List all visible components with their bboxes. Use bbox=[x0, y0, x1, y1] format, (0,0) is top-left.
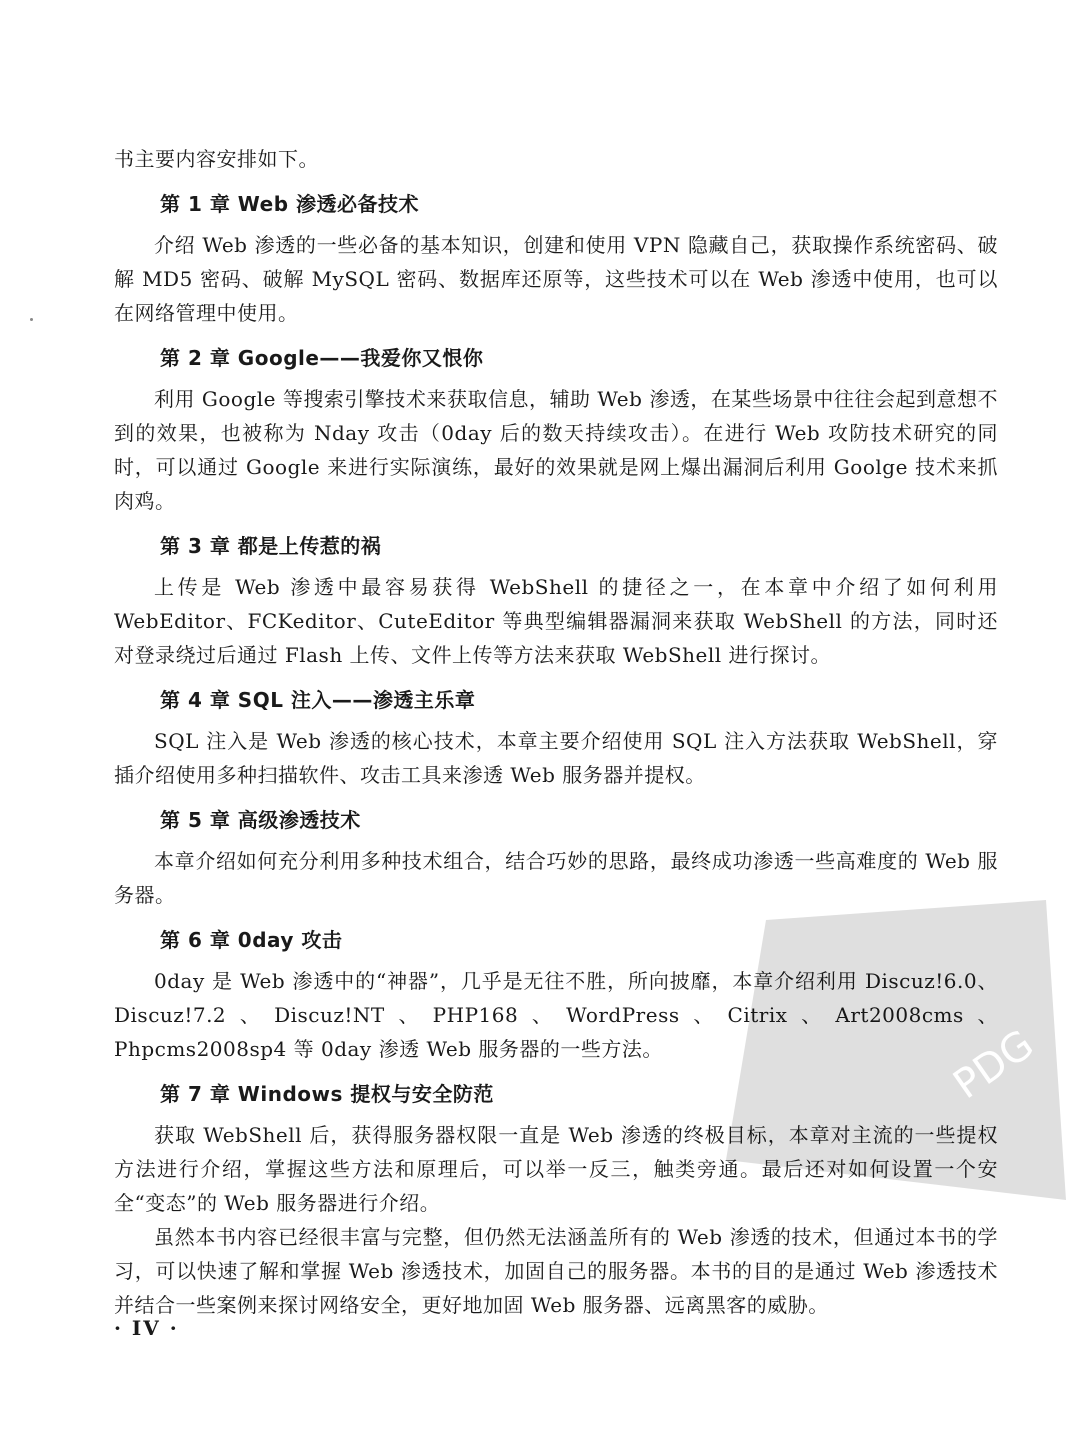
chapter-paragraph: 0day 是 Web 渗透中的“神器”，几乎是无往不胜，所向披靡，本章介绍利用 Discuz!6.0、Discuz!7.2、Discuz!NT、PHP168、WordPress、Citrix、Art2008cms、Phpcms2008sp4 等 0day 渗透 Web 服务器的一些方法。 bbox=[114, 969, 998, 1061]
chapter-paragraph: 介绍 Web 渗透的一些必备的基本知识，创建和使用 VPN 隐藏自己，获取操作系统密码、破解 MD5 密码、破解 MySQL 密码、数据库还原等，这些技术可以在 Web 渗透中使用，也可以在网络管理中使用。 bbox=[114, 233, 998, 325]
margin-speck bbox=[30, 318, 33, 321]
chapter-paragraph: 获取 WebShell 后，获得服务器权限一直是 Web 渗透的终极目标，本章对主流的一些提权方法进行介绍，掌握这些方法和原理后，可以举一反三，触类旁通。最后还对如何设置一个安全“变态”的 Web 服务器进行介绍。 bbox=[114, 1123, 998, 1215]
chapter-heading: 第 4 章 SQL 注入——渗透主乐章 bbox=[160, 688, 476, 712]
seal-text: PDG bbox=[945, 1021, 1043, 1109]
chapter-heading: 第 1 章 Web 渗透必备技术 bbox=[160, 192, 419, 216]
chapter-heading: 第 7 章 Windows 提权与安全防范 bbox=[160, 1082, 494, 1106]
chapter-paragraph: 利用 Google 等搜索引擎技术来获取信息，辅助 Web 渗透，在某些场景中往往会起到意想不到的效果，也被称为 Nday 攻击（0day 后的数天持续攻击）。在进行 Web 攻防技术研究的同时，可以通过 Google 来进行实际演练，最好的效果就是网上爆出漏洞后利用 Goolge 技术来抓肉鸡。 bbox=[114, 387, 998, 513]
chapter-heading: 第 3 章 都是上传惹的祸 bbox=[160, 534, 382, 558]
chapter-paragraph: 本章介绍如何充分利用多种技术组合，结合巧妙的思路，最终成功渗透一些高难度的 Web 服务器。 bbox=[114, 849, 998, 907]
chapter-heading: 第 6 章 0day 攻击 bbox=[160, 928, 343, 952]
chapter-paragraph: 上传是 Web 渗透中最容易获得 WebShell 的捷径之一，在本章中介绍了如何利用 WebEditor、FCKeditor、CuteEditor 等典型编辑器漏洞来获取 WebShell 的方法，同时还对登录绕过后通过 Flash 上传、文件上传等方法来获取 WebShell 进行探讨。 bbox=[114, 575, 998, 667]
intro-line: 书主要内容安排如下。 bbox=[114, 147, 319, 171]
page-number: · IV · bbox=[114, 1316, 179, 1340]
chapter-paragraph: 虽然本书内容已经很丰富与完整，但仍然无法涵盖所有的 Web 渗透的技术，但通过本书的学习，可以快速了解和掌握 Web 渗透技术，加固自己的服务器。本书的目的是通过 Web 渗透技术并结合一些案例来探讨网络安全，更好地加固 Web 服务器、远离黑客的威胁。 bbox=[114, 1225, 998, 1317]
chapter-heading: 第 2 章 Google——我爱你又恨你 bbox=[160, 346, 484, 370]
chapter-heading: 第 5 章 高级渗透技术 bbox=[160, 808, 361, 832]
watermark-seal bbox=[706, 900, 1066, 1200]
chapter-paragraph: SQL 注入是 Web 渗透的核心技术，本章主要介绍使用 SQL 注入方法获取 WebShell，穿插介绍使用多种扫描软件、攻击工具来渗透 Web 服务器并提权。 bbox=[114, 729, 998, 787]
